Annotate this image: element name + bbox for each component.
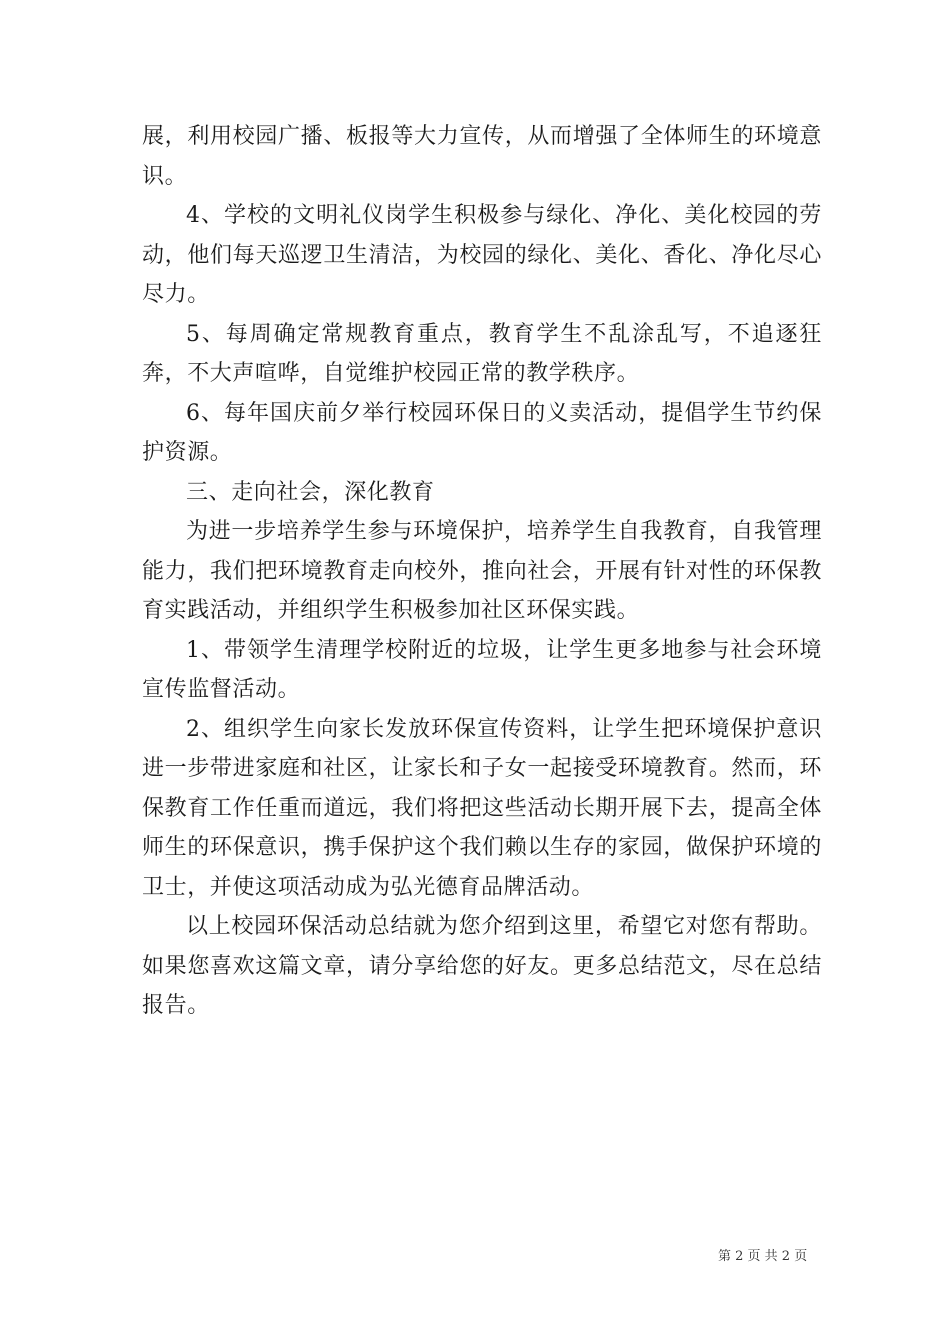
paragraph-item-4: 4、学校的文明礼仪岗学生积极参与绿化、净化、美化校园的劳动，他们每天巡逻卫生清洁，为校园的绿化、美化、香化、净化尽心尽力。 [142,203,822,307]
paragraph-continuation: 展，利用校园广播、板报等大力宣传，从而增强了全体师生的环境意识。 [142,124,822,189]
section-heading-3: 三、走向社会，深化教育 [186,479,435,505]
paragraph-item-6: 6、每年国庆前夕举行校园环保日的义卖活动，提倡学生节约保护资源。 [142,400,822,465]
paragraph-item-5: 5、每周确定常规教育重点，教育学生不乱涂乱写，不追逐狂奔，不大声喧哗，自觉维护校园正常的教学秩序。 [142,321,822,386]
document-body [142,117,822,1026]
paragraph-item-1: 1、带领学生清理学校附近的垃圾，让学生更多地参与社会环境宣传监督活动。 [142,637,822,702]
page-number-footer: 第 2 页 共 2 页 [718,1249,808,1264]
paragraph-closing: 以上校园环保活动总结就为您介绍到这里，希望它对您有帮助。如果您喜欢这篇文章，请分享给您的好友。更多总结范文，尽在总结报告。 [142,914,822,1018]
paragraph-item-2: 2、组织学生向家长发放环保宣传资料，让学生把环境保护意识进一步带进家庭和社区，让家长和子女一起接受环境教育。然而，环保教育工作任重而道远，我们将把这些活动长期开展下去，提高全体师生的环保意识，携手保护这个我们赖以生存的家园，做保护环境的卫士，并使这项活动成为弘光德育品牌活动。 [142,716,822,900]
paragraph-section-intro: 为进一步培养学生参与环境保护，培养学生自我教育，自我管理能力，我们把环境教育走向校外，推向社会，开展有针对性的环保教育实践活动，并组织学生积极参加社区环保实践。 [142,519,822,623]
